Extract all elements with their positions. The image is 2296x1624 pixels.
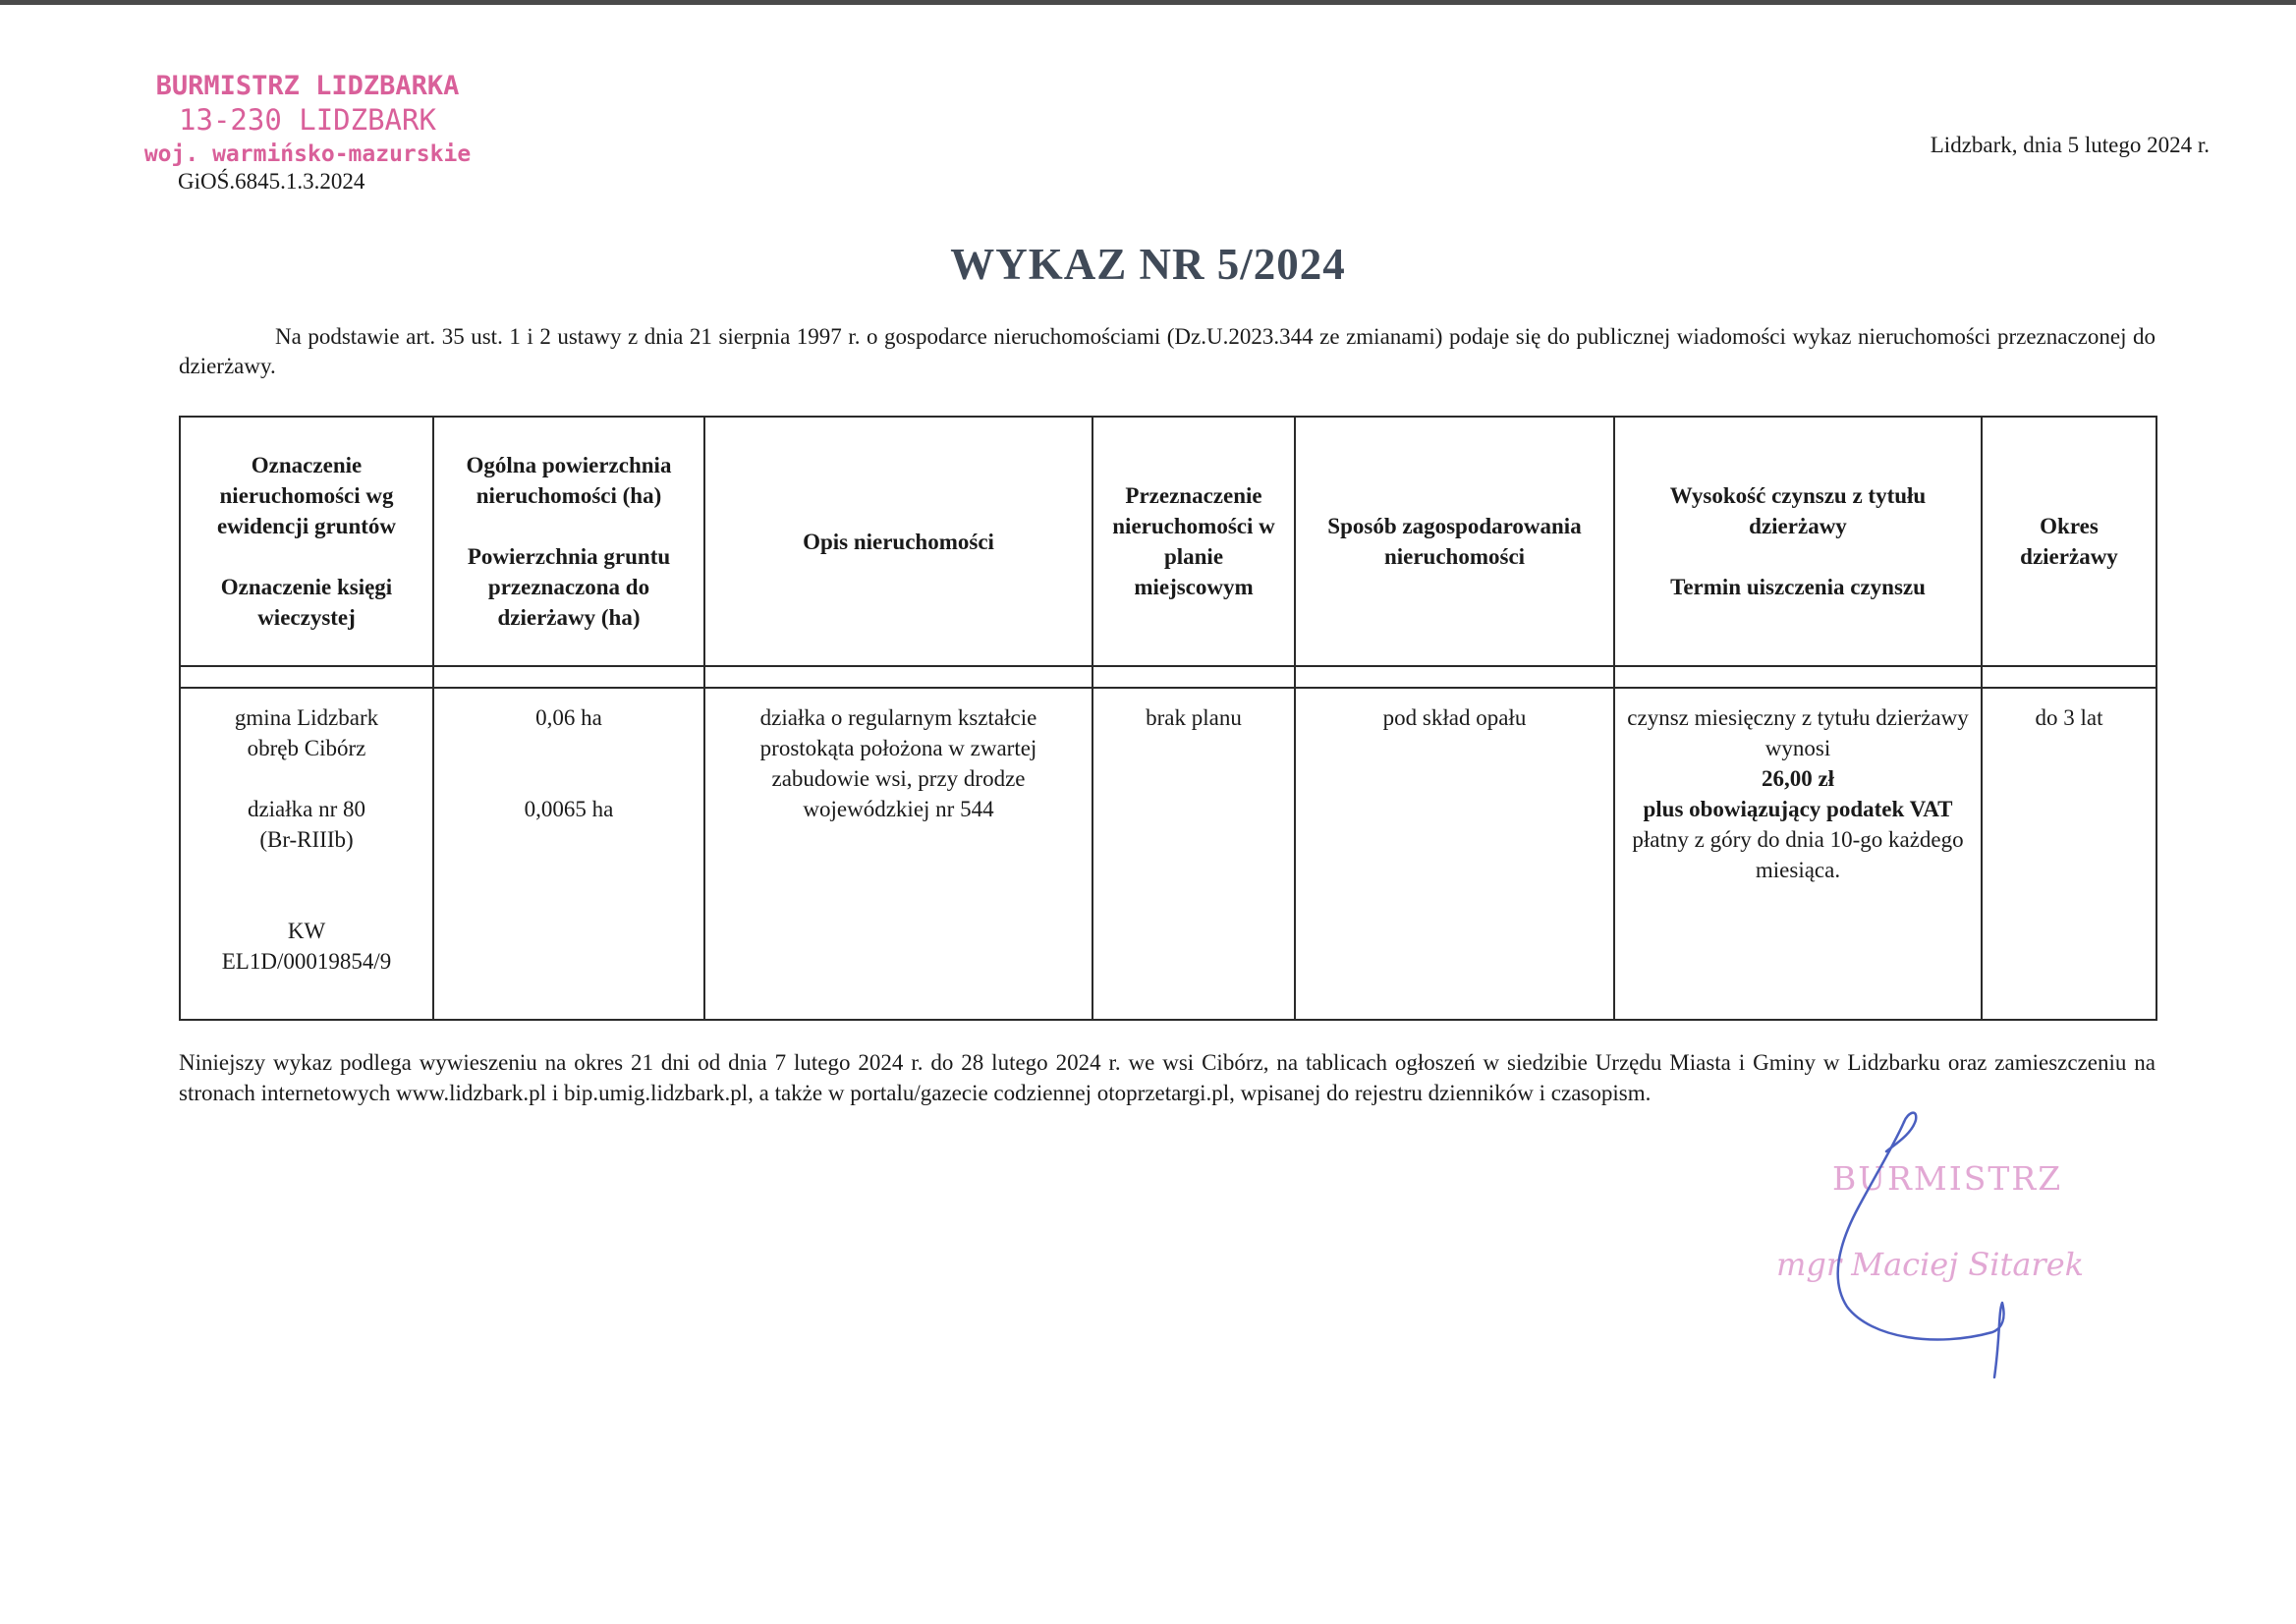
stamp-line-1: BURMISTRZ LIDZBARKA — [155, 71, 460, 101]
signature-stamp-title: BURMISTRZ — [1832, 1159, 2063, 1198]
header-lease-period: Okres dzierżawy — [1982, 417, 2156, 666]
stamp-line-2: 13-230 LIDZBARK — [179, 103, 436, 137]
cell-use: pod skład opału — [1295, 688, 1614, 1020]
signature-stamp-name: mgr Maciej Sitarek — [1776, 1246, 2085, 1283]
cell-kw-number: EL1D/00019854/9 — [221, 949, 392, 974]
cell-plan: brak planu — [1092, 688, 1295, 1020]
cell-dzialka: działka nr 80 — [247, 797, 366, 821]
header-land-registry-designation — [180, 417, 433, 666]
header-description: Opis nieruchomości — [704, 417, 1092, 666]
cell-area-total: 0,06 ha — [535, 705, 602, 730]
cell-designation — [180, 688, 433, 1020]
table-spacer-row — [180, 666, 2156, 688]
table-header-row — [180, 417, 2156, 666]
cell-description: działka o regularnym kształcie prostokąta położona w zwartej zabudowie wsi, przy drodze wojewódzkiej nr 544 — [704, 688, 1092, 1020]
document-title: WYKAZ NR 5/2024 — [950, 240, 1346, 289]
scan-top-border — [0, 0, 2296, 5]
office-stamp — [126, 69, 489, 172]
cell-kw-label: KW — [287, 919, 326, 943]
header-col2-b: Powierzchnia gruntu przeznaczona do dzierżawy (ha) — [467, 544, 671, 630]
cell-rent-intro: czynsz miesięczny z tytułu dzierżawy wynosi — [1627, 705, 1969, 760]
table-row — [180, 688, 2156, 1020]
stamp-line-3: woj. warmińsko-mazurskie — [143, 141, 472, 167]
cell-klasa: (Br-RIIIb) — [259, 827, 354, 852]
intro-paragraph: Na podstawie art. 35 ust. 1 i 2 ustawy z dnia 21 sierpnia 1997 r. o gospodarce nieruchomościami (Dz.U.2023.344 ze zmianami) podaje się do publicznej wiadomości wykaz nieruchomości przeznaczonej do dzierżawy. — [179, 324, 2156, 378]
header-col6-b: Termin uiszczenia czynszu — [1670, 575, 1926, 599]
reference-number: GiOŚ.6845.1.3.2024 — [178, 169, 365, 194]
cell-rent — [1614, 688, 1982, 1020]
header-col2-a: Ogólna powierzchnia nieruchomości (ha) — [466, 453, 672, 508]
header-plan-purpose: Przeznaczenie nieruchomości w planie miejscowym — [1092, 417, 1295, 666]
header-land-use: Sposób zagospodarowania nieruchomości — [1295, 417, 1614, 666]
cell-rent-vat: plus obowiązujący podatek VAT — [1643, 797, 1953, 821]
header-col6-a: Wysokość czynszu z tytułu dzierżawy — [1669, 483, 1927, 538]
cell-area-lease: 0,0065 ha — [524, 797, 614, 821]
cell-rent-amount: 26,00 zł — [1761, 766, 1835, 791]
cell-area — [433, 688, 704, 1020]
header-area — [433, 417, 704, 666]
property-table — [179, 416, 2157, 1021]
posting-notice: Niniejszy wykaz podlega wywieszeniu na okres 21 dni od dnia 7 lutego 2024 r. do 28 lutego 2024 r. we wsi Cibórz, na tablicach ogłoszeń w siedzibie Urzędu Miasta i Gminy w Lidzbarku oraz zamieszczeniu na stronach internetowych www.lidzbark.pl i bip.umig.lidzbark.pl, a także w portalu/gazecie codziennej otoprzetargi.pl, wpisanej do rejestru dzienników i czasopism. — [179, 1050, 2156, 1105]
place-and-date: Lidzbark, dnia 5 lutego 2024 r. — [1930, 133, 2210, 157]
header-col1-a: Oznaczenie nieruchomości wg ewidencji gruntów — [216, 453, 397, 538]
handwritten-signature — [1768, 1100, 2024, 1385]
cell-gmina: gmina Lidzbark — [234, 705, 379, 730]
cell-obreb: obręb Cibórz — [247, 736, 366, 760]
header-col1-b: Oznaczenie księgi wieczystej — [220, 575, 393, 630]
header-rent — [1614, 417, 1982, 666]
cell-rent-term: płatny z góry do dnia 10-go każdego miesiąca. — [1632, 827, 1964, 882]
cell-period: do 3 lat — [1982, 688, 2156, 1020]
